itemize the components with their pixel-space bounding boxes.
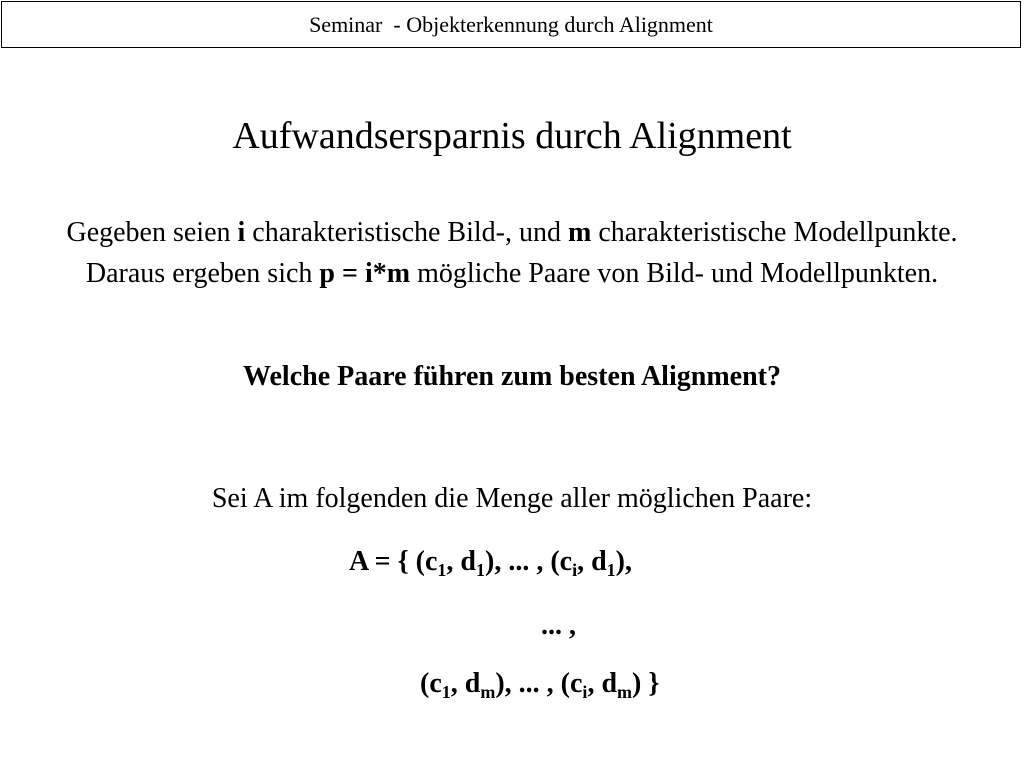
formula-line-2: ... , (541, 610, 576, 641)
question-text: Welche Paare führen zum besten Alignment? (243, 361, 781, 392)
intro-bold-formula: p = i*m (319, 258, 411, 289)
intro-paragraph (60, 212, 964, 294)
formula-part: A = { (c (349, 546, 438, 577)
formula-part: , d (587, 668, 618, 699)
slide-header (1, 1, 1021, 48)
formula-part: ) } (632, 668, 660, 699)
formula-subscript: m (617, 682, 633, 702)
slide-title: Aufwandsersparnis durch Alignment (232, 115, 792, 157)
formula-subscript: 1 (441, 682, 451, 702)
intro-bold-i: i (237, 217, 246, 248)
formula-line-3 (420, 664, 659, 704)
intro-text-2: charakteristische Bild-, und (245, 217, 568, 248)
header-text: Seminar - Objekterkennung durch Alignment (309, 11, 713, 37)
formula-part: ), (615, 546, 632, 577)
intro-text-3: charakteristische Modellpunkte. Daraus ergeben sich (85, 217, 958, 289)
formula-subscript: m (480, 682, 496, 702)
formula-subscript: i (572, 560, 578, 580)
intro-text-1: Gegeben seien (66, 217, 238, 248)
formula-subscript: 1 (476, 560, 485, 580)
formula-part: , d (450, 668, 481, 699)
intro-text-4: mögliche Paare von Bild- und Modellpunkten. (410, 258, 939, 289)
formula-subscript: 1 (606, 560, 616, 580)
formula-line-1 (349, 542, 632, 582)
formula-part: , d (577, 546, 607, 577)
formula-part: ), ... , (c (495, 668, 583, 699)
formula-part: (c (420, 668, 442, 699)
formula-subscript: i (582, 682, 588, 702)
intro-bold-m: m (567, 217, 592, 248)
formula-part: , d (446, 546, 476, 577)
formula-subscript: 1 (437, 560, 447, 580)
set-intro-text: Sei A im folgenden die Menge aller möglichen Paare: (211, 483, 813, 514)
formula-part: ), ... , (c (485, 546, 573, 577)
